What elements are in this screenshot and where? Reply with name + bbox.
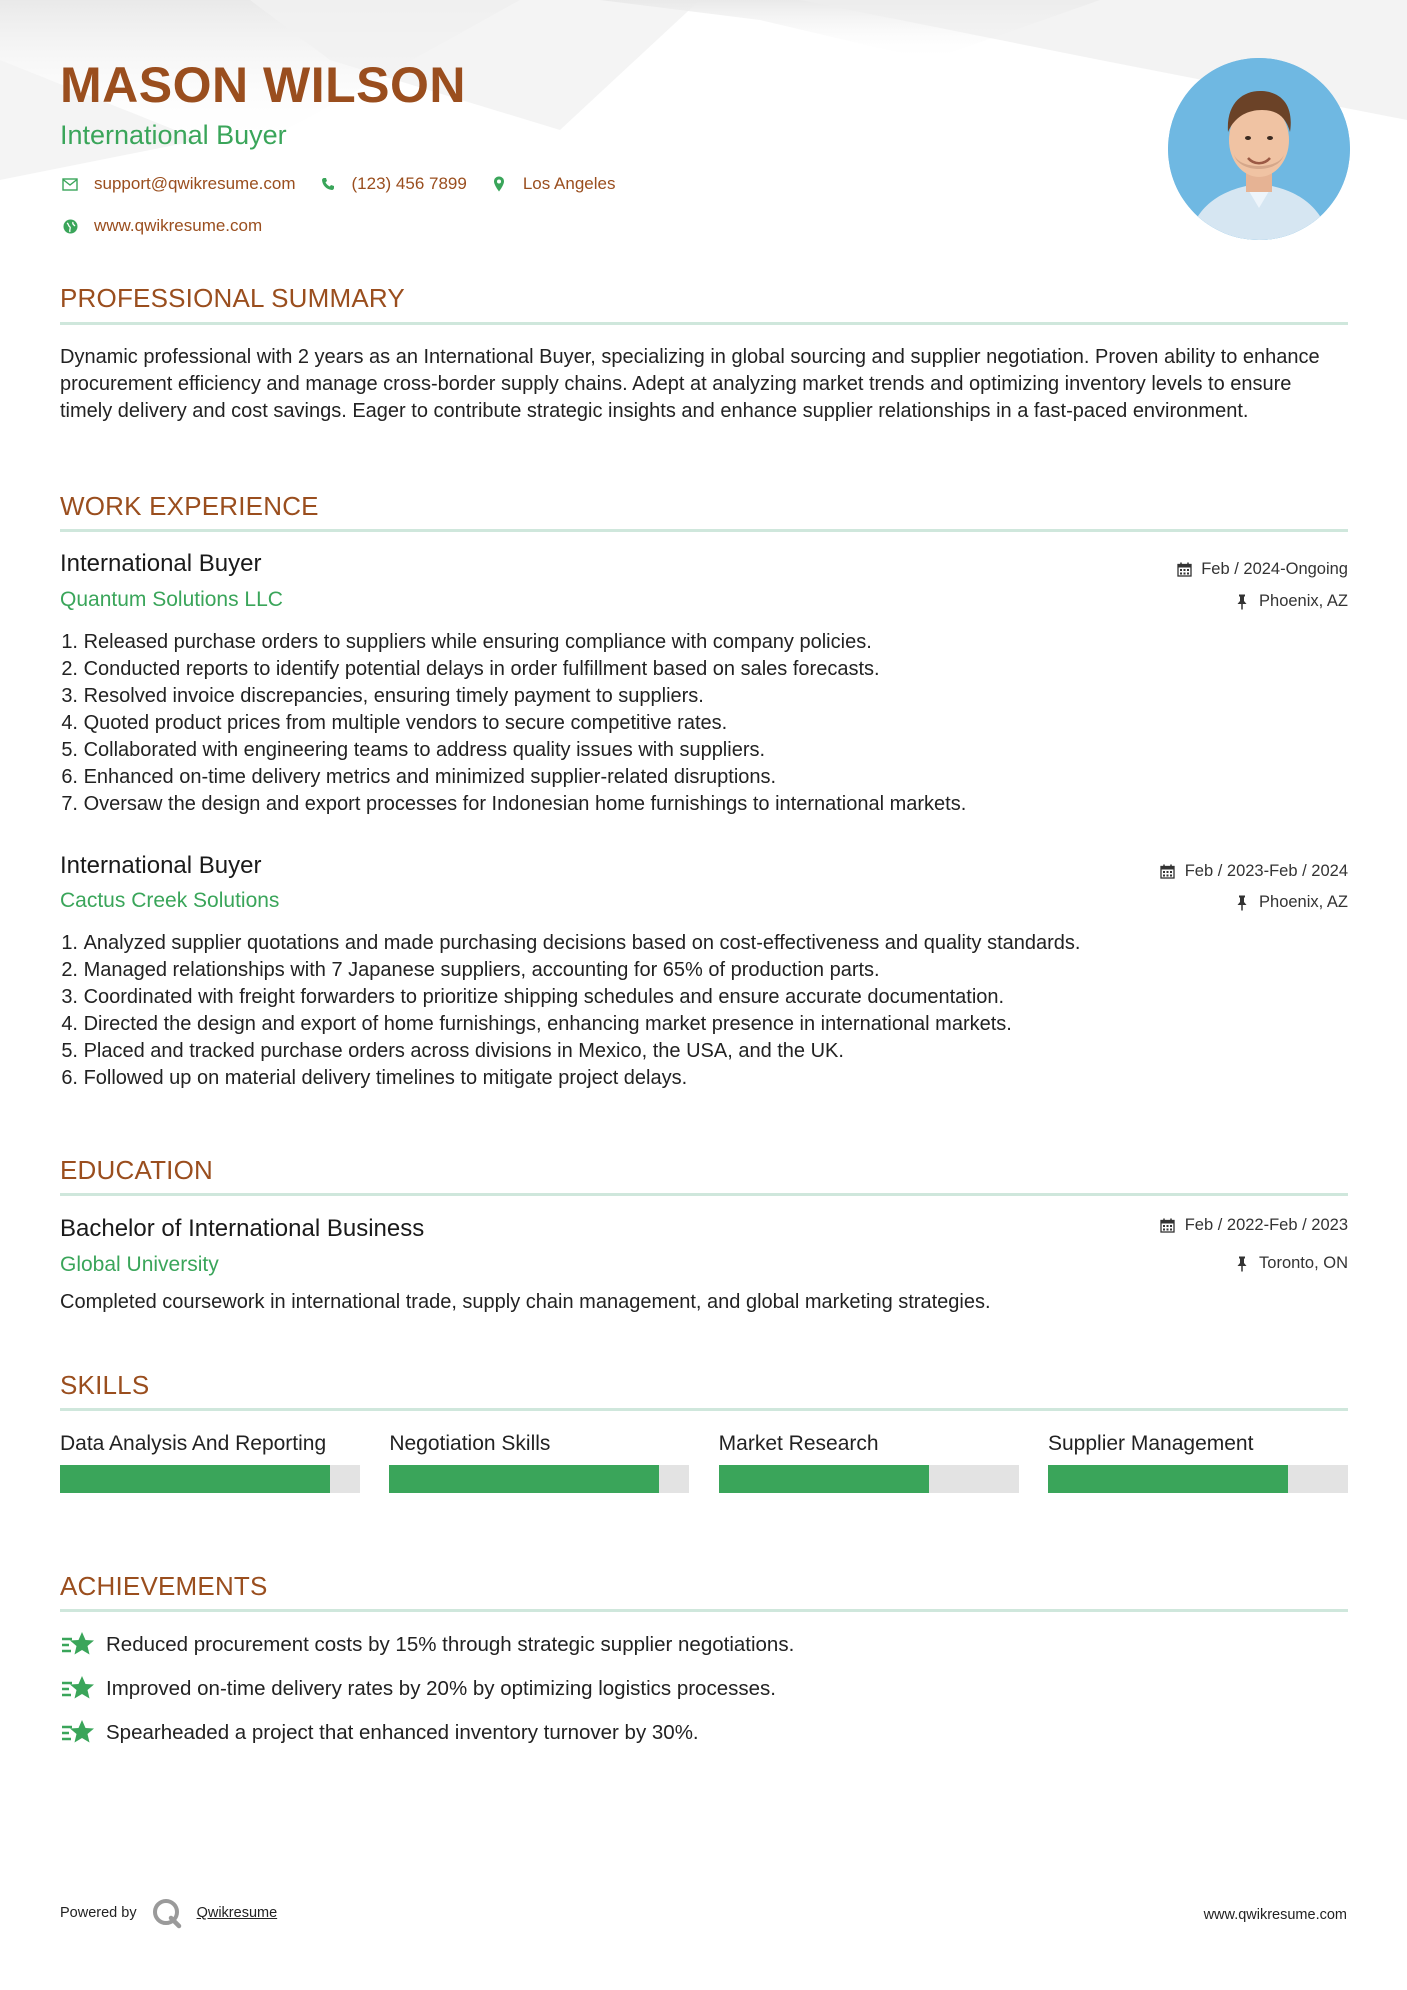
list-item: 5. Collaborated with engineering teams to address quality issues with suppliers. bbox=[61, 739, 766, 761]
pushpin-icon bbox=[1233, 1255, 1251, 1273]
section-divider bbox=[60, 322, 1348, 325]
contact-phone[interactable] bbox=[318, 174, 467, 194]
school-name: Global University bbox=[60, 1253, 219, 1276]
list-item: 3. Resolved invoice discrepancies, ensuring timely payment to suppliers. bbox=[61, 685, 704, 707]
skill-bar-fill bbox=[719, 1465, 929, 1493]
email-text: support@qwikresume.com bbox=[94, 174, 296, 193]
skill-item bbox=[719, 1430, 1019, 1493]
section-divider bbox=[60, 529, 1348, 532]
education-location bbox=[1233, 1254, 1348, 1273]
list-item: 5. Placed and tracked purchase orders across divisions in Mexico, the USA, and the UK. bbox=[61, 1040, 844, 1062]
calendar-icon bbox=[1175, 561, 1193, 579]
pushpin-icon bbox=[1233, 894, 1251, 912]
list-item: 4. Directed the design and export of home furnishings, enhancing market presence in international markets. bbox=[61, 1013, 1012, 1035]
list-item: 6. Enhanced on-time delivery metrics and minimized supplier-related disruptions. bbox=[61, 766, 777, 788]
company-name: Cactus Creek Solutions bbox=[60, 889, 280, 912]
education-date bbox=[1159, 1216, 1348, 1235]
brand-link[interactable]: Qwikresume bbox=[196, 1905, 278, 1921]
calendar-icon bbox=[1159, 863, 1177, 881]
skill-item bbox=[60, 1430, 360, 1493]
pushpin-icon bbox=[1233, 593, 1251, 611]
list-item: 2. Conducted reports to identify potential delays in order fulfillment based on sales forecasts. bbox=[61, 658, 880, 680]
job-date bbox=[1159, 862, 1348, 881]
contact-location bbox=[489, 174, 616, 194]
section-title-skills: SKILLS bbox=[60, 1370, 150, 1400]
job-date-text: Feb / 2023-Feb / 2024 bbox=[1184, 862, 1348, 880]
candidate-role: International Buyer bbox=[60, 120, 287, 150]
contact-website[interactable] bbox=[60, 216, 262, 236]
section-divider bbox=[60, 1193, 1348, 1196]
envelope-icon bbox=[60, 174, 80, 194]
contact-row bbox=[60, 174, 637, 194]
achievement-text: Reduced procurement costs by 15% through strategic supplier negotiations. bbox=[106, 1633, 795, 1656]
job-bullets bbox=[60, 629, 1348, 818]
skill-bar-fill bbox=[60, 1465, 330, 1493]
section-title-experience: WORK EXPERIENCE bbox=[60, 491, 319, 521]
section-divider bbox=[60, 1609, 1348, 1612]
star-icon bbox=[60, 1674, 96, 1704]
skill-bar-fill bbox=[1048, 1465, 1288, 1493]
section-divider bbox=[60, 1408, 1348, 1411]
job-bullets bbox=[60, 930, 1348, 1092]
job-location bbox=[1233, 592, 1348, 611]
globe-icon bbox=[60, 216, 80, 236]
list-item: 7. Oversaw the design and export processes for Indonesian home furnishings to international markets. bbox=[61, 793, 967, 815]
list-item: 3. Coordinated with freight forwarders to prioritize shipping schedules and ensure accurate documentation. bbox=[61, 986, 1005, 1008]
job-title: International Buyer bbox=[60, 852, 262, 879]
contact-row-web bbox=[60, 216, 284, 236]
list-item: 1. Analyzed supplier quotations and made purchasing decisions based on cost-effectiveness and quality standards. bbox=[61, 932, 1081, 954]
qwikresume-logo-icon bbox=[151, 1897, 183, 1929]
section-title-summary: PROFESSIONAL SUMMARY bbox=[60, 283, 405, 313]
skill-name: Negotiation Skills bbox=[389, 1432, 551, 1455]
section-title-education: EDUCATION bbox=[60, 1155, 213, 1185]
phone-icon bbox=[318, 174, 338, 194]
website-text: www.qwikresume.com bbox=[94, 216, 263, 235]
skill-bar bbox=[389, 1465, 689, 1493]
achievement-text: Spearheaded a project that enhanced inventory turnover by 30%. bbox=[106, 1721, 699, 1744]
skill-name: Market Research bbox=[718, 1432, 879, 1455]
job-date bbox=[1175, 560, 1348, 579]
job-date-text: Feb / 2024-Ongoing bbox=[1201, 560, 1348, 578]
achievement-item bbox=[60, 1718, 699, 1748]
achievement-text: Improved on-time delivery rates by 20% by optimizing logistics processes. bbox=[106, 1677, 776, 1700]
phone-text: (123) 456 7899 bbox=[351, 174, 467, 193]
location-text: Los Angeles bbox=[522, 174, 616, 193]
company-name: Quantum Solutions LLC bbox=[60, 588, 283, 611]
job-location-text: Phoenix, AZ bbox=[1259, 893, 1348, 911]
skill-bar bbox=[60, 1465, 360, 1493]
map-pin-icon bbox=[489, 174, 509, 194]
candidate-name: MASON WILSON bbox=[60, 57, 466, 113]
contact-email[interactable] bbox=[60, 174, 296, 194]
skill-name: Supplier Management bbox=[1047, 1432, 1254, 1455]
skill-item bbox=[1048, 1430, 1348, 1493]
footer-website[interactable]: www.qwikresume.com bbox=[1203, 1907, 1347, 1923]
footer-powered-by bbox=[60, 1897, 277, 1929]
achievement-item bbox=[60, 1630, 794, 1660]
profile-photo bbox=[1168, 58, 1350, 240]
list-item: 4. Quoted product prices from multiple vendors to secure competitive rates. bbox=[61, 712, 728, 734]
list-item: 1. Released purchase orders to suppliers while ensuring compliance with company policies. bbox=[61, 631, 872, 653]
skill-bar bbox=[1048, 1465, 1348, 1493]
powered-by-label: Powered by bbox=[60, 1905, 137, 1921]
skill-bar bbox=[719, 1465, 1019, 1493]
achievement-item bbox=[60, 1674, 776, 1704]
job-location bbox=[1233, 893, 1348, 912]
skill-item bbox=[389, 1430, 689, 1493]
star-icon bbox=[60, 1630, 96, 1660]
list-item: 6. Followed up on material delivery timelines to mitigate project delays. bbox=[61, 1067, 688, 1089]
list-item: 2. Managed relationships with 7 Japanese suppliers, accounting for 65% of production parts. bbox=[61, 959, 880, 981]
degree-title: Bachelor of International Business bbox=[60, 1215, 425, 1242]
job-location-text: Phoenix, AZ bbox=[1259, 592, 1348, 610]
education-description: Completed coursework in international trade, supply chain management, and global marketing strategies. bbox=[60, 1291, 991, 1313]
education-date-text: Feb / 2022-Feb / 2023 bbox=[1184, 1216, 1348, 1234]
education-location-text: Toronto, ON bbox=[1259, 1254, 1348, 1272]
summary-text: Dynamic professional with 2 years as an International Buyer, specializing in global sourcing and supplier negotiation. Proven ability to enhance procurement efficiency and manage cross-border supply chains. Adept at analyzing market trends and optimizing inventory levels to ensure timely delivery and cost savings. Eager to contribute strategic insights and enhance supplier relationships in a fast-paced environment. bbox=[60, 346, 1320, 422]
skill-bar-fill bbox=[389, 1465, 659, 1493]
skill-name: Data Analysis And Reporting bbox=[60, 1432, 327, 1455]
star-icon bbox=[60, 1718, 96, 1748]
skills-list bbox=[60, 1430, 1348, 1493]
calendar-icon bbox=[1159, 1217, 1177, 1235]
job-title: International Buyer bbox=[60, 550, 262, 577]
section-title-achievements: ACHIEVEMENTS bbox=[60, 1571, 268, 1601]
